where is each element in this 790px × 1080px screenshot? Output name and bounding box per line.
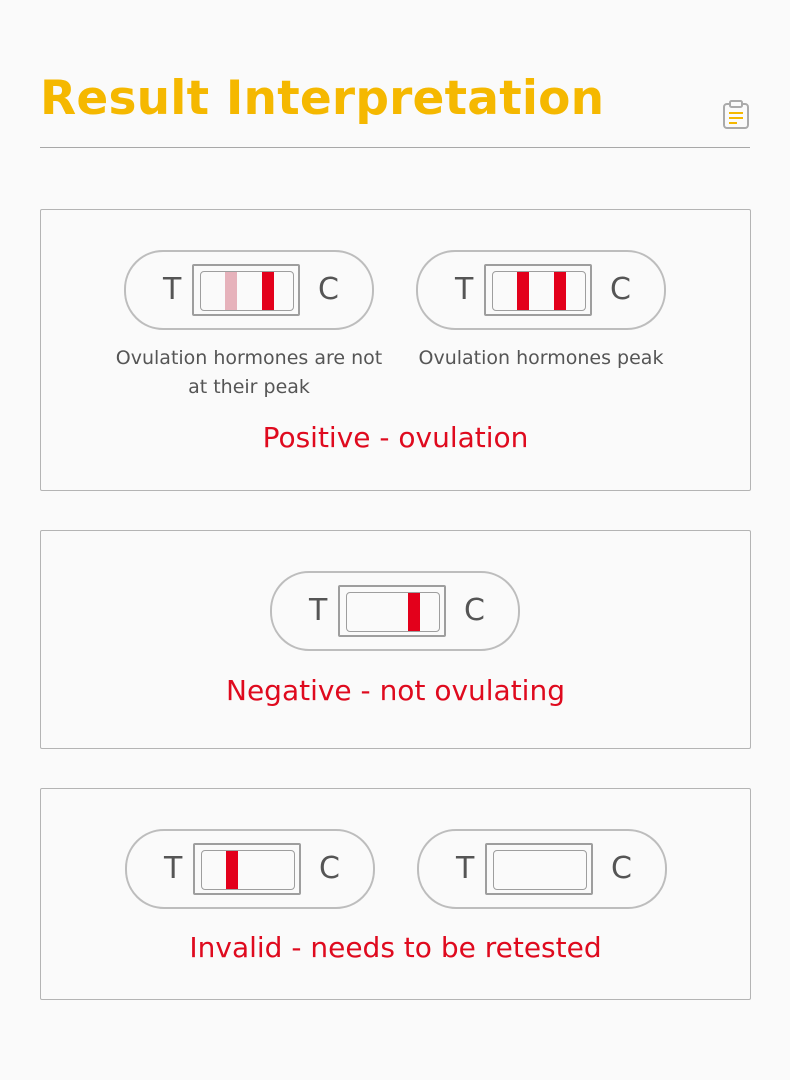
positive-section [40, 209, 751, 491]
strip-caption: Ovulation hormones peak [418, 347, 664, 369]
control-line [408, 593, 420, 631]
test-line-faint [225, 272, 237, 310]
result-window [192, 264, 300, 316]
control-label: C [319, 851, 340, 886]
test-strip-faint-line [104, 250, 394, 402]
test-strip-blank [397, 829, 687, 909]
strip-caption: Ovulation hormones are not at their peak [115, 347, 383, 398]
result-window [338, 585, 446, 637]
test-strip-peak [396, 250, 686, 373]
test-strip [124, 250, 374, 330]
test-line [226, 851, 238, 889]
control-label: C [610, 272, 631, 307]
result-window [484, 264, 592, 316]
test-label: T [163, 272, 182, 307]
test-strip [270, 571, 520, 651]
test-label: T [455, 272, 474, 307]
control-label: C [318, 272, 339, 307]
test-strip [125, 829, 375, 909]
test-label: T [164, 851, 183, 886]
result-positive: Positive - ovulation [262, 421, 529, 454]
test-strip-no-control [105, 829, 395, 909]
result-window [485, 843, 593, 895]
negative-section [40, 530, 751, 749]
result-window [193, 843, 301, 895]
invalid-section [40, 788, 751, 1000]
clipboard-icon[interactable] [722, 100, 750, 130]
control-label: C [611, 851, 632, 886]
test-strip [417, 829, 667, 909]
test-strip [416, 250, 666, 330]
test-label: T [456, 851, 475, 886]
control-line [262, 272, 274, 310]
page-title: Result Interpretation [40, 71, 605, 126]
result-negative: Negative - not ovulating [226, 674, 565, 707]
page-header [40, 66, 750, 148]
test-label: T [309, 593, 328, 628]
result-invalid: Invalid - needs to be retested [189, 931, 602, 964]
test-line [517, 272, 529, 310]
header-divider [40, 147, 750, 148]
control-label: C [464, 593, 485, 628]
test-strip-negative [250, 571, 540, 651]
control-line [554, 272, 566, 310]
